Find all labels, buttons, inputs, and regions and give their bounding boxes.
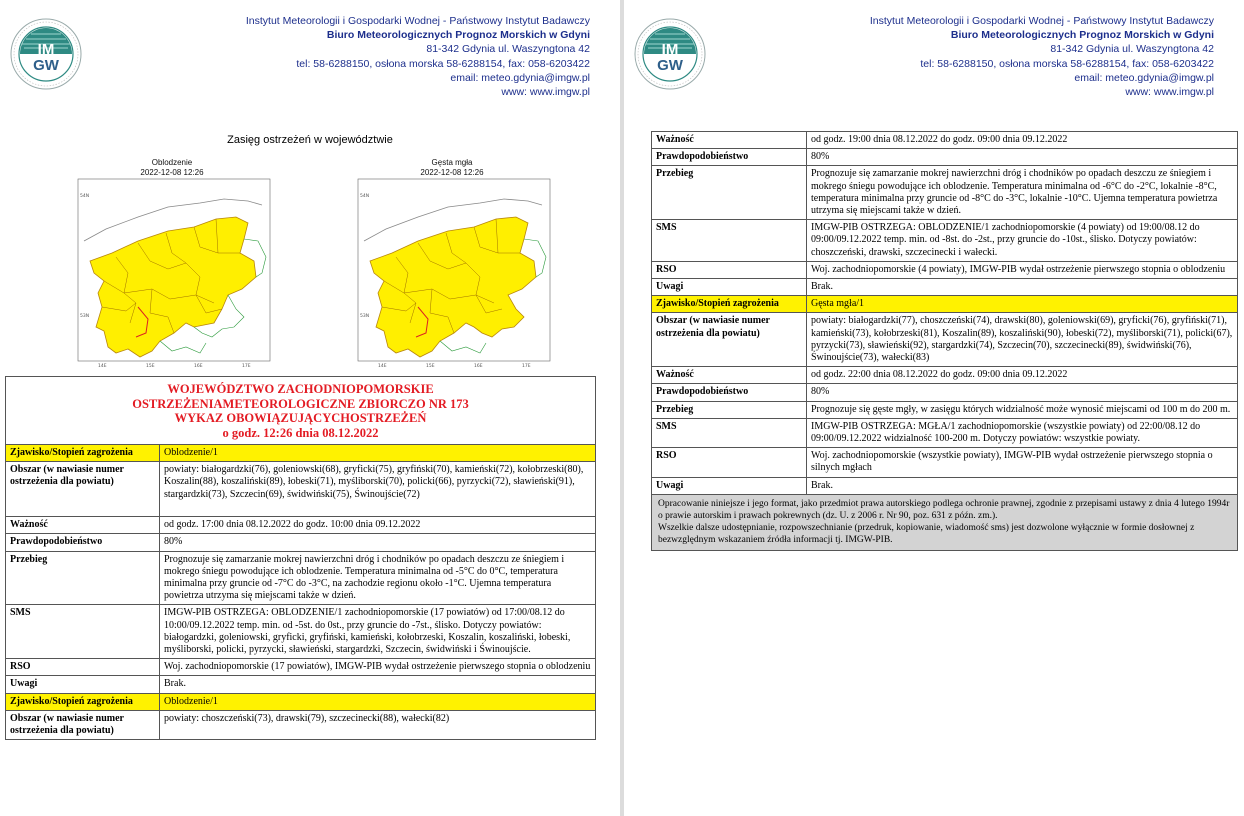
header-address: 81-342 Gdynia ul. Waszyngtona 42 xyxy=(1050,43,1214,56)
warning-map xyxy=(76,177,272,369)
row-value: 80% xyxy=(807,149,1238,166)
row-label: Obszar (w nawiasie numer ostrzeżenia dla powiatu) xyxy=(6,710,160,739)
copyright-notice: Wszelkie dalsze udostępnianie, rozpowszechnianie (przedruk, kopiowanie, wiadomość sms) jest dozwolone wyłącznie w formie dosłownej z bezwzględnym wskazaniem źródła informacji tj. IMGW-PIB. xyxy=(658,522,1195,545)
header-phone: tel: 58-6288150, osłona morska 58-6288154, fax: 058-6203422 xyxy=(920,57,1214,70)
row-value: Brak. xyxy=(807,477,1238,494)
map-title: Oblodzenie xyxy=(151,158,193,167)
map-lon-tick: 16E xyxy=(194,364,203,369)
row-label: Zjawisko/Stopień zagrożenia xyxy=(6,445,160,462)
row-value: powiaty: choszczeński(73), drawski(79), szczecinecki(88), wałecki(82) xyxy=(160,710,596,739)
warning-map xyxy=(356,177,552,369)
map-lon-tick: 16E xyxy=(474,364,483,369)
map-lat-tick: 54N xyxy=(80,194,90,199)
table-row xyxy=(6,534,596,551)
row-value: Oblodzenie/1 xyxy=(160,445,596,462)
title-time: o godz. 12:26 dnia 08.12.2022 xyxy=(222,425,379,440)
table-row xyxy=(6,693,596,710)
row-label: Ważność xyxy=(652,132,807,149)
map-lon-tick: 14E xyxy=(378,364,387,369)
row-value: Prognozuje się zamarzanie mokrej nawierzchni dróg i chodników po opadach deszczu ze śniegiem i mokrego śniegu powodujące ich oblodzenie. Temperatura minimalna od -6°C do -2°C, lokalnie -8°C, temperatura minimalna przy gruncie od -8°C do -3°C, lokalnie -10°C. Ujemna temperatura powietrza utrzyma się miejscami także w dzień. xyxy=(807,166,1238,220)
map-lat-tick: 53N xyxy=(360,314,370,319)
row-label: Przebieg xyxy=(6,551,160,605)
row-value: Prognozuje się gęste mgły, w zasięgu których widzialność może wynosić miejscami od 100 m do 200 m. xyxy=(807,401,1238,418)
table-row xyxy=(652,401,1238,418)
table-row xyxy=(652,261,1238,278)
header-office-name: Biuro Meteorologicznych Prognoz Morskich w Gdyni xyxy=(950,29,1214,42)
svg-text:IM: IM xyxy=(661,41,679,58)
table-row xyxy=(6,710,596,739)
row-label: Prawdopodobieństwo xyxy=(6,534,160,551)
institute-header xyxy=(246,14,590,99)
header-www[interactable]: www: www.imgw.pl xyxy=(1125,86,1214,99)
table-row xyxy=(6,605,596,659)
row-value: od godz. 22:00 dnia 08.12.2022 do godz. 09:00 dnia 09.12.2022 xyxy=(807,367,1238,384)
row-value: 80% xyxy=(160,534,596,551)
title-list: WYKAZ OBOWIĄZUJĄCYCHOSTRZEŻEŃ xyxy=(174,411,427,425)
row-label: Zjawisko/Stopień zagrożenia xyxy=(6,693,160,710)
row-value: Woj. zachodniopomorskie (17 powiatów), IMGW-PIB wydał ostrzeżenie pierwszego stopnia o oblodzeniu xyxy=(160,659,596,676)
table-row xyxy=(652,149,1238,166)
header-email[interactable]: email: meteo.gdynia@imgw.pl xyxy=(450,71,590,84)
table-row xyxy=(652,448,1238,477)
table-row xyxy=(652,279,1238,296)
svg-text:GW: GW xyxy=(33,57,59,74)
table-row xyxy=(652,384,1238,401)
map-lon-tick: 14E xyxy=(98,364,107,369)
row-value: 80% xyxy=(807,384,1238,401)
table-row xyxy=(652,132,1238,149)
header-address: 81-342 Gdynia ul. Waszyngtona 42 xyxy=(426,43,590,56)
table-row xyxy=(652,296,1238,313)
table-row xyxy=(652,477,1238,494)
copyright-notice: Opracowanie niniejsze i jego format, jako przedmiot prawa autorskiego podlega ochronie prawnej, zgodnie z przepisami ustawy z dnia 4 lutego 1994r o prawie autorskim i prawach pokrewnych (dz. U. z 2006 r. Nr 90, poz. 631 z późn. zm.). xyxy=(658,498,1230,521)
table-row xyxy=(652,166,1238,220)
header-email[interactable]: email: meteo.gdynia@imgw.pl xyxy=(1074,71,1214,84)
table-row xyxy=(652,313,1238,367)
title-voivodeship: WOJEWÓDZTWO ZACHODNIOPOMORSKIE xyxy=(167,382,434,396)
map-lon-tick: 17E xyxy=(242,364,251,369)
warnings-table-right xyxy=(651,131,1238,551)
row-label: Prawdopodobieństwo xyxy=(652,149,807,166)
map-lon-tick: 15E xyxy=(146,364,155,369)
row-label: RSO xyxy=(6,659,160,676)
table-row xyxy=(6,517,596,534)
title-warnings: OSTRZEŻENIAMETEOROLOGICZNE ZBIORCZO NR 173 xyxy=(132,396,469,411)
row-value: powiaty: białogardzki(76), goleniowski(68), gryficki(75), gryfiński(70), kamieński(72), kołobrzeski(80), Koszalin(88), koszaliński(89), łobeski(71), myśliborski(70), policki(66), pyrzycki(72), sławieński(91), stargardzki(73), Szczecin(69), świdwiński(75), Świnoujście(72) xyxy=(160,462,596,517)
document-title-row xyxy=(6,377,596,445)
table-row xyxy=(6,551,596,605)
map-lat-tick: 54N xyxy=(360,194,370,199)
row-label: Obszar (w nawiasie numer ostrzeżenia dla powiatu) xyxy=(6,462,160,517)
imgw-logo xyxy=(10,18,82,90)
row-value: powiaty: białogardzki(77), choszczeński(74), drawski(80), goleniowski(69), gryficki(76), gryfiński(71), kamieński(73), kołobrzeski(81), Koszalin(89), koszaliński(90), łobeski(72), myśliborski(71), policki(67), pyrzycki(73), sławieński(92), stargardzki(74), Szczecin(70), szczecinecki(89), świdwiński(76), Świnoujście(73), wałecki(83) xyxy=(807,313,1238,367)
copyright-row xyxy=(652,494,1238,550)
institute-header xyxy=(870,14,1214,99)
row-label: Ważność xyxy=(652,367,807,384)
row-label: Prawdopodobieństwo xyxy=(652,384,807,401)
row-label: Przebieg xyxy=(652,166,807,220)
row-label: Uwagi xyxy=(652,477,807,494)
map-lon-tick: 15E xyxy=(426,364,435,369)
map-oblodzenie xyxy=(72,158,272,376)
row-label: Ważność xyxy=(6,517,160,534)
row-value: Woj. zachodniopomorskie (4 powiaty), IMGW-PIB wydał ostrzeżenie pierwszego stopnia o oblodzeniu xyxy=(807,261,1238,278)
row-value: IMGW-PIB OSTRZEGA: MGŁA/1 zachodniopomorskie (wszystkie powiaty) od 22:00/08.12 do 09:00/09.12.2022 widzialność 100-200 m. Dotyczy powiatów: wszystkie powiaty. xyxy=(807,418,1238,447)
row-label: Uwagi xyxy=(652,279,807,296)
header-office-name: Biuro Meteorologicznych Prognoz Morskich w Gdyni xyxy=(326,29,590,42)
row-value: od godz. 19:00 dnia 08.12.2022 do godz. 09:00 dnia 09.12.2022 xyxy=(807,132,1238,149)
header-institute-name: Instytut Meteorologii i Gospodarki Wodnej - Państwowy Instytut Badawczy xyxy=(869,15,1214,27)
imgw-logo xyxy=(634,18,706,90)
row-label: Uwagi xyxy=(6,676,160,693)
row-label: SMS xyxy=(652,418,807,447)
row-value: Prognozuje się zamarzanie mokrej nawierzchni dróg i chodników po opadach deszczu ze śniegiem i mokrego śniegu powodujące ich oblodzenie. Temperatura minimalna od -5°C do 0°C, temperatura minimalna przy gruncie od -7°C do -3°C, na zachodzie regionu około -1°C. Ujemna temperatura powietrza utrzyma się miejscami także w dzień. xyxy=(160,551,596,605)
table-row xyxy=(652,220,1238,262)
row-value: Brak. xyxy=(160,676,596,693)
table-row xyxy=(6,462,596,517)
row-label: Przebieg xyxy=(652,401,807,418)
row-label: SMS xyxy=(652,220,807,262)
row-label: Zjawisko/Stopień zagrożenia xyxy=(652,296,807,313)
row-value: Oblodzenie/1 xyxy=(160,693,596,710)
svg-text:GW: GW xyxy=(657,57,683,74)
row-label: RSO xyxy=(652,261,807,278)
map-gesta-mgla xyxy=(352,158,552,376)
map-lat-tick: 53N xyxy=(80,314,90,319)
row-value: IMGW-PIB OSTRZEGA: OBLODZENIE/1 zachodniopomorskie (17 powiatów) od 17:00/08.12 do 10:00/09.12.2022 temp. min. od -5st. do 0st., przy gruncie do -7st., ślisko. Dotyczy powiatów: białogardzki, goleniowski, gryficki, gryfiński, kamieński, kołobrzeski, Koszalin, koszaliński, łobeski, myśliborski, policki, pyrzycki, sławieński, stargardzki, Szczecin, świdwiński i Świnoujście. xyxy=(160,605,596,659)
row-value: Woj. zachodniopomorskie (wszystkie powiaty), IMGW-PIB wydał ostrzeżenie pierwszego stopnia o silnych mgłach xyxy=(807,448,1238,477)
row-label: RSO xyxy=(652,448,807,477)
table-row xyxy=(6,659,596,676)
maps-heading: Zasięg ostrzeżeń w województwie xyxy=(227,134,393,146)
header-institute-name: Instytut Meteorologii i Gospodarki Wodnej - Państwowy Instytut Badawczy xyxy=(245,15,590,27)
map-date: 2022-12-08 12:26 xyxy=(420,167,484,177)
warnings-table-left xyxy=(5,376,596,740)
table-row xyxy=(652,367,1238,384)
svg-text:IM: IM xyxy=(37,41,55,58)
table-row xyxy=(6,676,596,693)
map-date: 2022-12-08 12:26 xyxy=(140,167,204,177)
document-page-right xyxy=(624,0,1244,816)
map-title: Gęsta mgła xyxy=(431,158,473,167)
row-value: IMGW-PIB OSTRZEGA: OBLODZENIE/1 zachodniopomorskie (4 powiaty) od 19:00/08.12 do 09:00/09.12.2022 temp. min. od -8st. do -2st., przy gruncie do -10st., ślisko. Dotyczy powiatów: choszczeński, drawski, szczecinecki i wałecki. xyxy=(807,220,1238,262)
row-value: od godz. 17:00 dnia 08.12.2022 do godz. 10:00 dnia 09.12.2022 xyxy=(160,517,596,534)
row-label: Obszar (w nawiasie numer ostrzeżenia dla powiatu) xyxy=(652,313,807,367)
document-page-left xyxy=(0,0,620,816)
header-phone: tel: 58-6288150, osłona morska 58-6288154, fax: 058-6203422 xyxy=(296,57,590,70)
row-value: Gęsta mgła/1 xyxy=(807,296,1238,313)
row-label: SMS xyxy=(6,605,160,659)
table-row xyxy=(6,445,596,462)
header-www[interactable]: www: www.imgw.pl xyxy=(501,86,590,99)
map-lon-tick: 17E xyxy=(522,364,531,369)
row-value: Brak. xyxy=(807,279,1238,296)
table-row xyxy=(652,418,1238,447)
